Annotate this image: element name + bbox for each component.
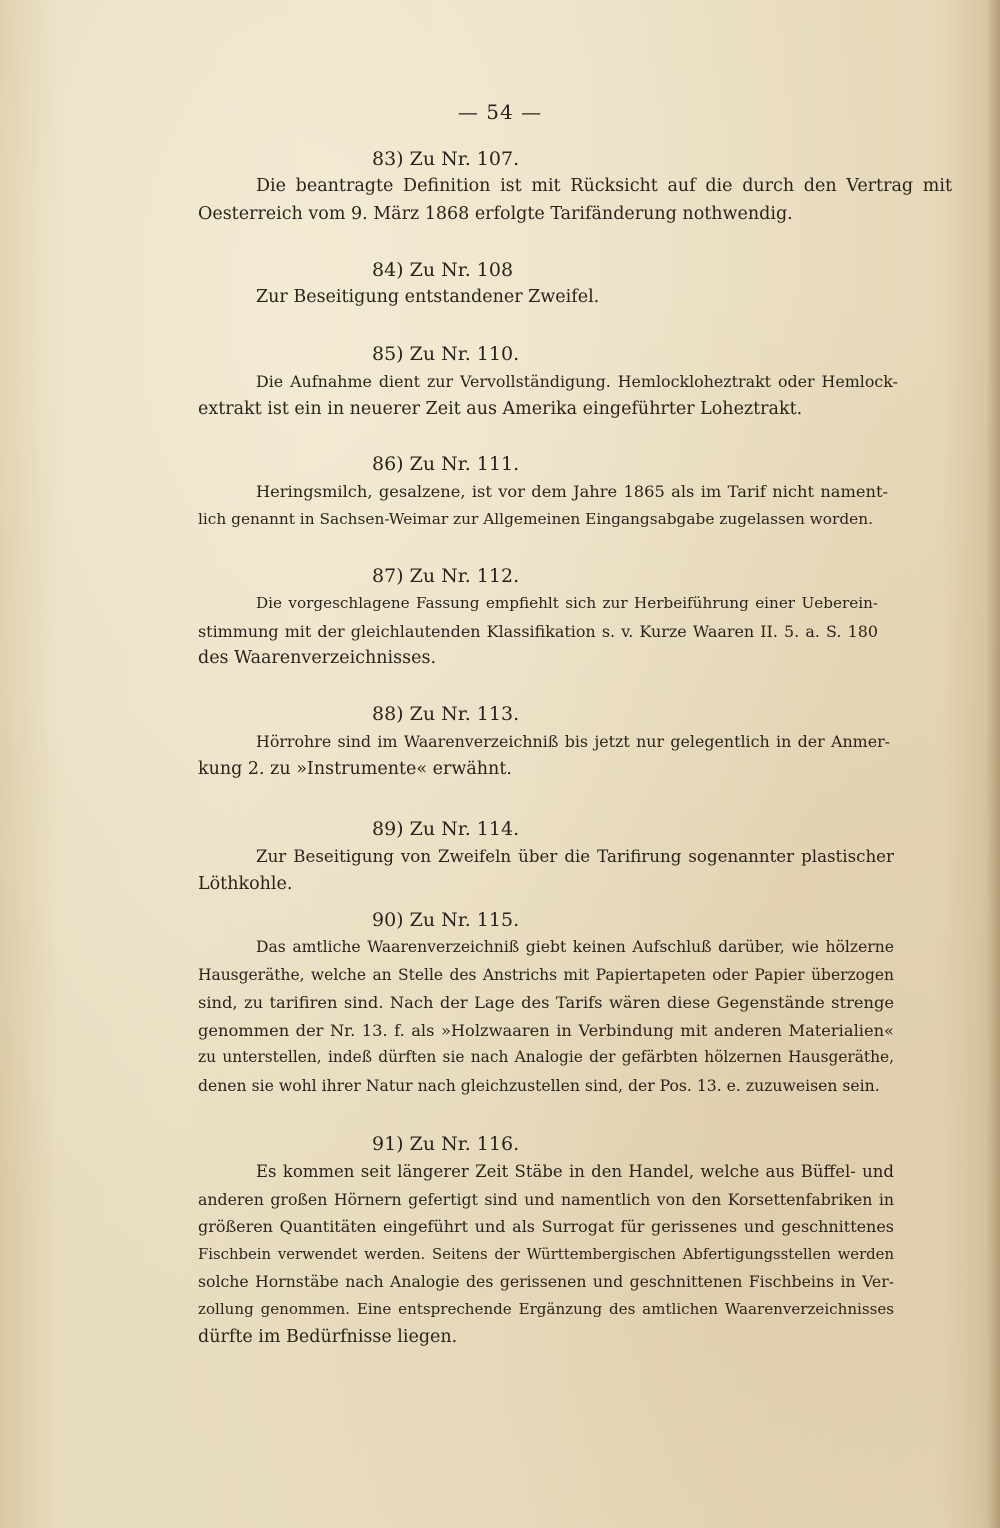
entry-91 <box>198 1130 952 1351</box>
text-line: Die vorgeschlagene Fassung empfiehlt sich zur Herbeiführung einer Ueberein- <box>256 594 878 612</box>
entry-89 <box>198 815 952 898</box>
text-line: Löthkohle. <box>198 873 293 894</box>
entry-body <box>198 590 878 673</box>
text-line: sind, zu tarifiren sind. Nach der Lage des Tarifs wären diese Gegenstände strenge <box>198 993 894 1013</box>
entry-heading: 91) Zu Nr. 116. <box>372 1133 520 1155</box>
text-line: dürfte im Bedürfnisse liegen. <box>198 1326 458 1347</box>
text-line: Fischbein verwendet werden. Seitens der Württembergischen Abfertigungsstellen werden <box>198 1245 894 1263</box>
text-line: zollung genommen. Eine entsprechende Ergänzung des amtlichen Waarenverzeichnisses <box>198 1299 894 1318</box>
text-line: Oesterreich vom 9. März 1868 erfolgte Tarifänderung nothwendig. <box>198 203 793 224</box>
entry-body <box>198 478 888 533</box>
text-line: extrakt ist ein in neuerer Zeit aus Amerika eingeführter Loheztrakt. <box>198 398 803 419</box>
text-line: solche Hornstäbe nach Analogie des gerissenen und geschnittenen Fischbeins in Ver- <box>198 1272 894 1292</box>
entry-heading: 86) Zu Nr. 111. <box>372 453 520 475</box>
entry-heading: 88) Zu Nr. 113. <box>372 703 520 725</box>
entry-87 <box>198 562 952 673</box>
entry-body <box>198 284 952 312</box>
text-line: zu unterstellen, indeß dürften sie nach Analogie der gefärbten hölzernen Hausgeräthe, <box>198 1048 894 1067</box>
text-line: Zur Beseitigung entstandener Zweifel. <box>256 287 600 307</box>
entry-88 <box>198 700 952 783</box>
entry-83 <box>198 145 952 228</box>
text-line: Hausgeräthe, welche an Stelle des Anstrichs mit Papiertapeten oder Papier überzogen <box>198 965 894 984</box>
text-line: denen sie wohl ihrer Natur nach gleichzustellen sind, der Pos. 13. e. zuzuweisen sein. <box>198 1075 880 1095</box>
entry-heading: 90) Zu Nr. 115. <box>372 909 520 931</box>
text-line: stimmung mit der gleichlautenden Klassifikation s. v. Kurze Waaren II. 5. a. S. 180 <box>198 621 878 641</box>
text-line: lich genannt in Sachsen-Weimar zur Allgemeinen Eingangsabgabe zugelassen worden. <box>198 509 873 528</box>
text-line: Zur Beseitigung von Zweifeln über die Tarifirung sogenannter plastischer <box>256 847 894 866</box>
text-line: anderen großen Hörnern gefertigt sind und namentlich von den Korsettenfabriken in <box>198 1189 894 1209</box>
entry-90 <box>198 906 952 1100</box>
entry-84 <box>256 256 952 312</box>
text-line: kung 2. zu »Instrumente« erwähnt. <box>198 758 512 779</box>
entry-body <box>198 728 890 783</box>
entry-body <box>198 368 898 423</box>
text-line: des Waarenverzeichnisses. <box>198 648 437 669</box>
text-line: Die Aufnahme dient zur Vervollständigung. Hemlockloheztrakt oder Hemlock- <box>256 372 898 391</box>
entry-body <box>198 173 952 228</box>
entry-body <box>198 843 894 898</box>
text-line: größeren Quantitäten eingeführt und als Surrogat für gerissenes und geschnittenes <box>198 1217 894 1237</box>
entry-body <box>198 1158 894 1351</box>
text-line: Das amtliche Waarenverzeichniß giebt keinen Aufschluß darüber, wie hölzerne <box>256 938 894 956</box>
entry-heading: 89) Zu Nr. 114. <box>372 818 520 840</box>
text-line: Es kommen seit längerer Zeit Stäbe in den Handel, welche aus Büffel- und <box>256 1162 894 1181</box>
text-line: Die beantragte Definition ist mit Rücksicht auf die durch den Vertrag mit <box>256 176 952 196</box>
text-line: Hörrohre sind im Waarenverzeichniß bis jetzt nur gelegentlich in der Anmer- <box>256 732 890 751</box>
text-line: Heringsmilch, gesalzene, ist vor dem Jahre 1865 als im Tarif nicht nament- <box>256 482 888 501</box>
entry-85 <box>198 340 952 423</box>
entry-heading: 87) Zu Nr. 112. <box>372 565 520 587</box>
page-number: — 54 — <box>457 100 543 124</box>
entry-body <box>198 934 894 1100</box>
entry-heading: 84) Zu Nr. 108 <box>372 259 514 281</box>
entry-heading: 85) Zu Nr. 110. <box>372 343 520 365</box>
entry-heading: 83) Zu Nr. 107. <box>372 148 520 170</box>
text-line: genommen der Nr. 13. f. als »Holzwaaren in Verbindung mit anderen Materialien« <box>198 1020 894 1040</box>
entry-86 <box>198 450 952 533</box>
